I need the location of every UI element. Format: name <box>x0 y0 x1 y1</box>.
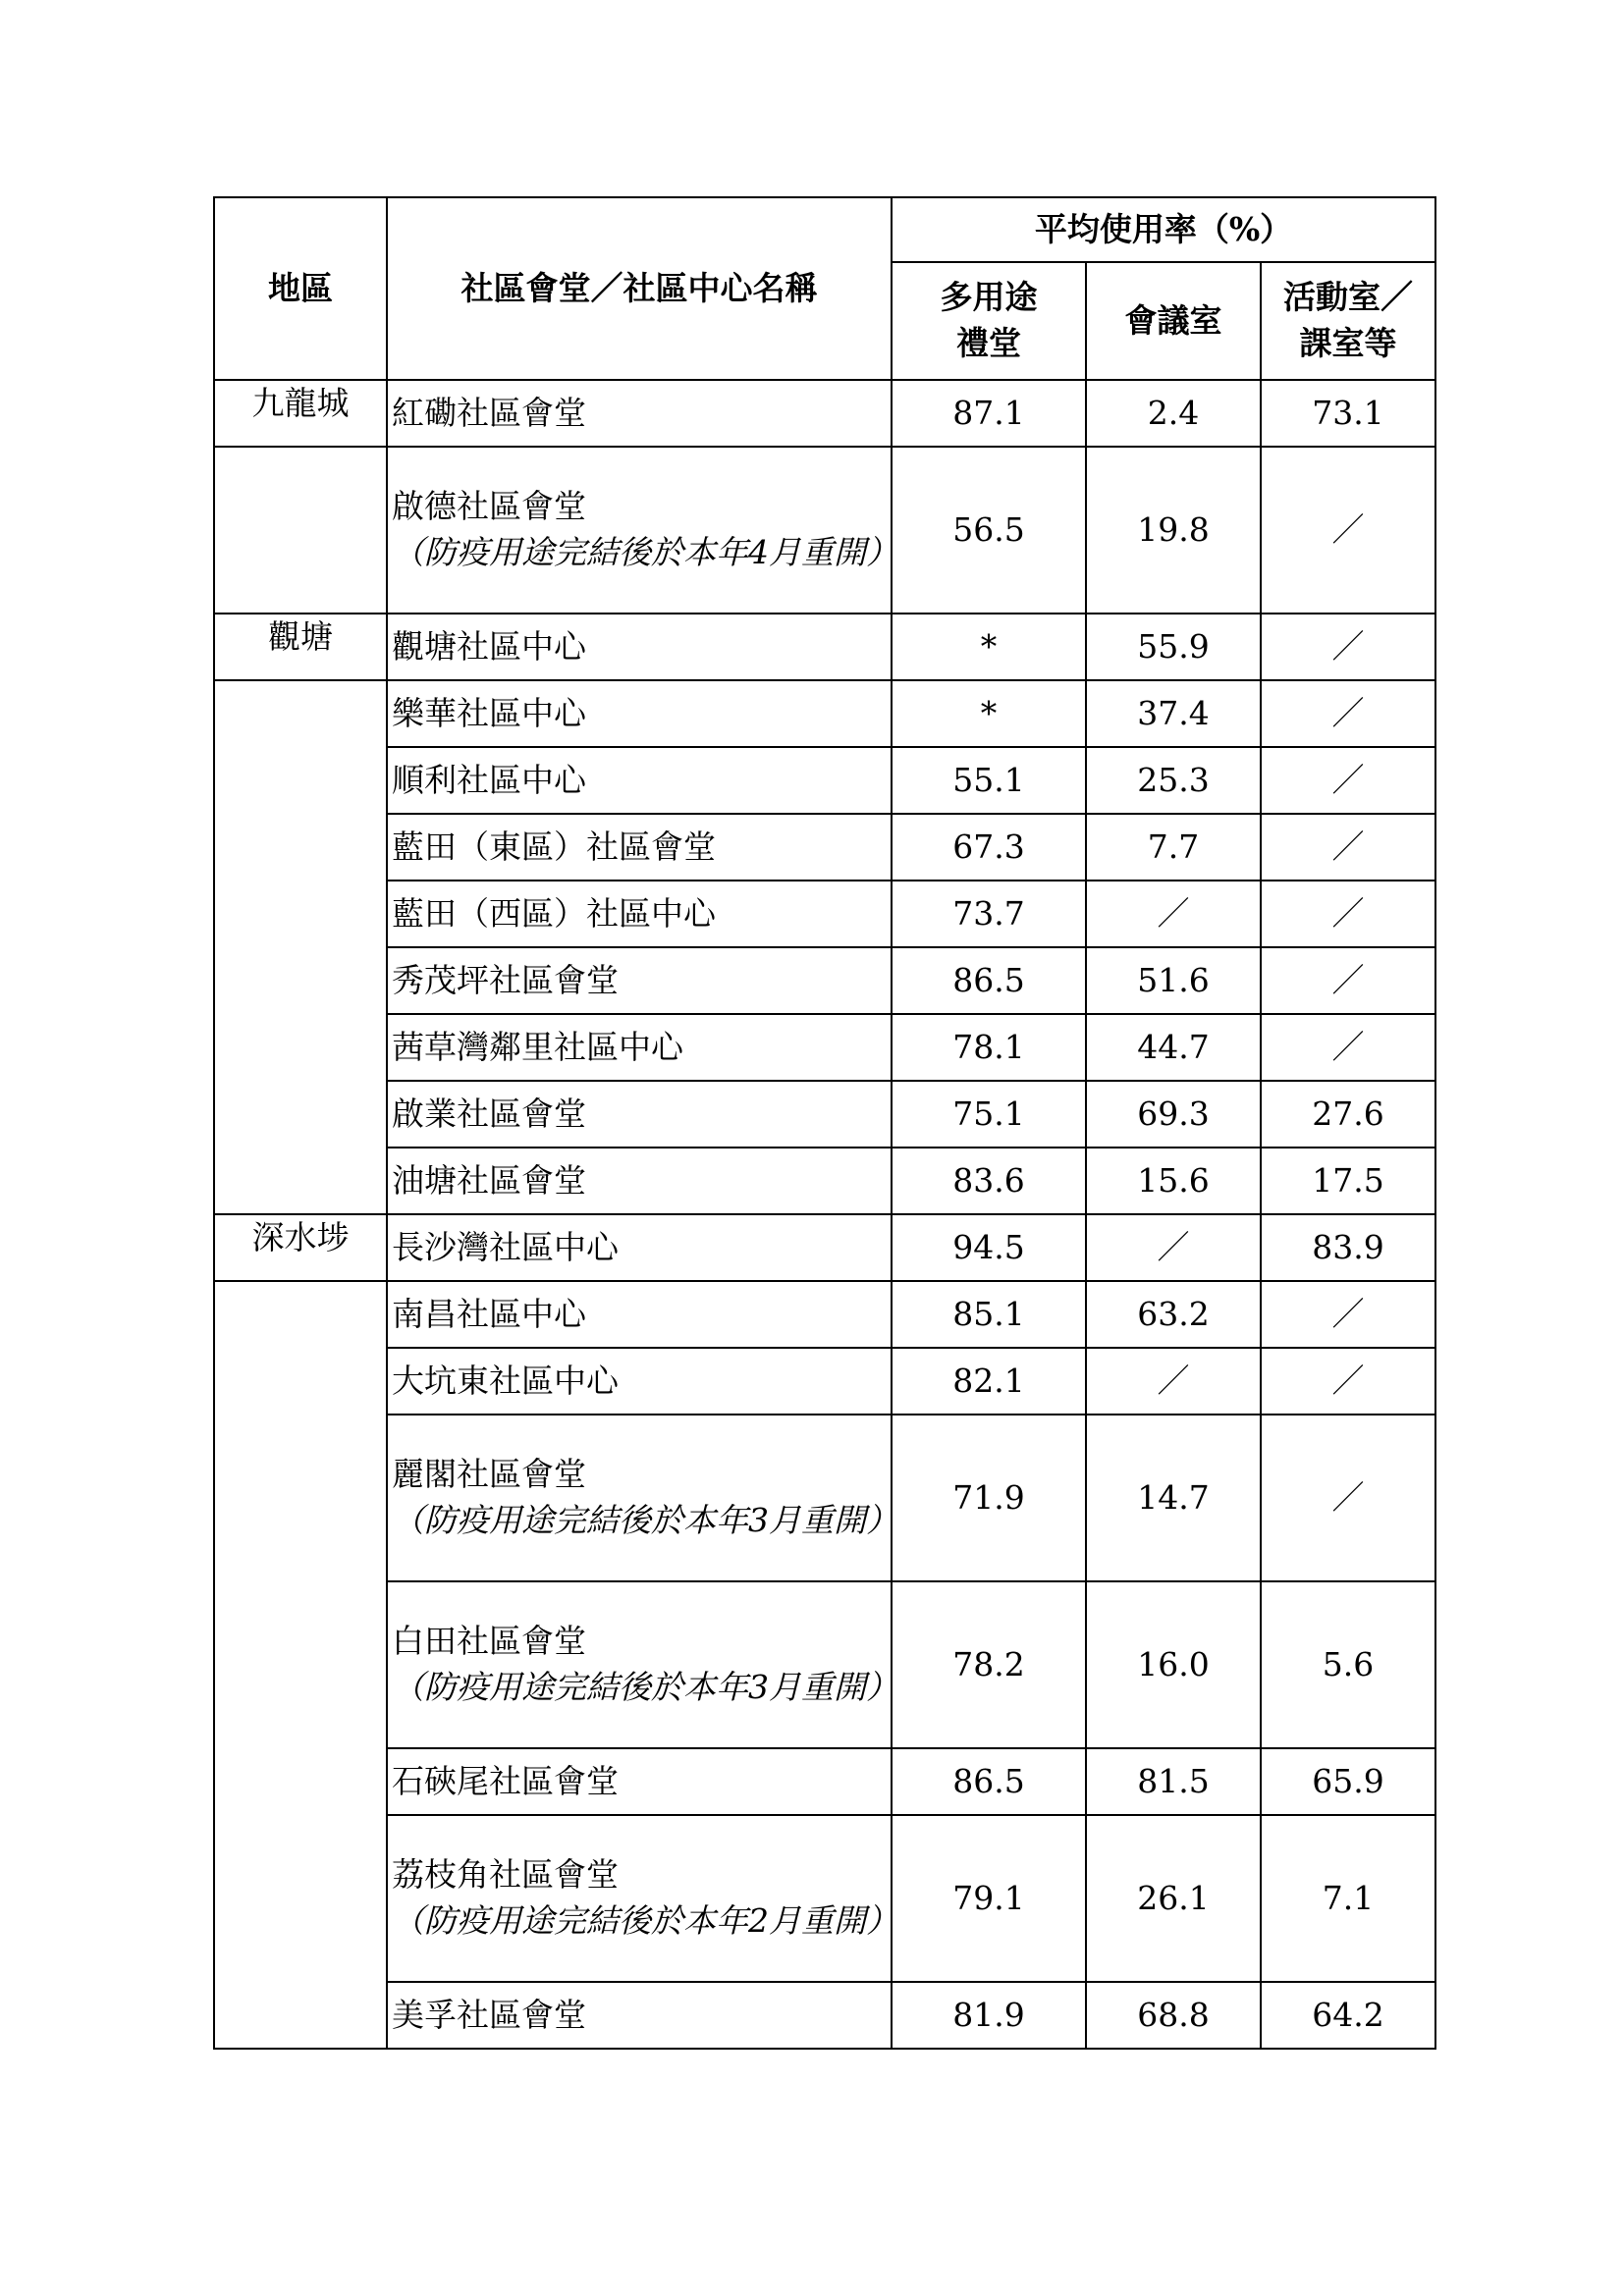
activity-room-rate: 27.6 <box>1261 1081 1435 1148</box>
venue-name-cell <box>387 1415 898 1581</box>
header-venue-name: 社區會堂／社區中心名稱 <box>387 197 892 380</box>
multipurpose-hall-rate: 73.7 <box>892 881 1086 947</box>
conference-room-rate: 14.7 <box>1086 1415 1261 1581</box>
district-cell <box>214 947 387 1014</box>
venue-name-cell <box>387 1214 892 1281</box>
header-district: 地區 <box>214 197 387 380</box>
venue-name: 石硤尾社區會堂 <box>392 1761 619 1800</box>
venue-name-cell <box>387 1348 892 1415</box>
conference-room-rate: 15.6 <box>1086 1148 1261 1214</box>
venue-name: 南昌社區中心 <box>392 1294 586 1333</box>
activity-room-rate: ／ <box>1261 747 1435 814</box>
multipurpose-hall-rate: 94.5 <box>892 1214 1086 1281</box>
venue-name-cell <box>387 1281 892 1348</box>
venue-name: 麗閣社區會堂 <box>392 1455 586 1494</box>
conference-room-rate: 51.6 <box>1086 947 1261 1014</box>
venue-name-cell <box>387 614 892 680</box>
conference-room-rate: 26.1 <box>1086 1815 1261 1982</box>
district-cell: 深水埗 <box>214 1214 387 1281</box>
multipurpose-hall-rate: 79.1 <box>892 1815 1086 1982</box>
venue-note: （防疫用途完結後於本年3月重開） <box>392 1501 898 1539</box>
district-cell <box>214 1148 387 1214</box>
venue-name: 紅磡社區會堂 <box>392 393 586 432</box>
conference-room-rate: ／ <box>1086 1214 1261 1281</box>
venue-name-cell <box>387 680 892 747</box>
table-header <box>214 197 1435 380</box>
venue-note: （防疫用途完結後於本年2月重開） <box>392 1901 898 1940</box>
table-row <box>214 1214 1435 1281</box>
activity-room-rate: ／ <box>1261 947 1435 1014</box>
district-cell <box>214 747 387 814</box>
multipurpose-hall-rate: 86.5 <box>892 1748 1086 1815</box>
venue-name: 白田社區會堂 <box>392 1622 586 1661</box>
district-cell <box>214 1982 387 2049</box>
venue-name: 大坑東社區中心 <box>392 1361 619 1400</box>
multipurpose-hall-rate: 55.1 <box>892 747 1086 814</box>
conference-room-rate: 81.5 <box>1086 1748 1261 1815</box>
conference-room-rate: 2.4 <box>1086 380 1261 447</box>
district-cell <box>214 1081 387 1148</box>
venue-name-cell <box>387 1748 892 1815</box>
header-activity-room <box>1261 262 1435 380</box>
venue-name: 油塘社區會堂 <box>392 1160 586 1200</box>
venue-name: 藍田（東區）社區會堂 <box>392 827 716 866</box>
activity-room-rate: 64.2 <box>1261 1982 1435 2049</box>
header-multipurpose-hall-line2: 禮堂 <box>956 324 1021 362</box>
activity-room-rate: ／ <box>1261 1415 1435 1581</box>
table-row <box>214 680 1435 747</box>
district-cell <box>214 447 387 614</box>
table-row <box>214 747 1435 814</box>
district-cell <box>214 1348 387 1415</box>
table-row <box>214 1982 1435 2049</box>
table-row <box>214 947 1435 1014</box>
venue-name-cell <box>387 1581 898 1748</box>
district-cell <box>214 1748 387 1815</box>
conference-room-rate: 37.4 <box>1086 680 1261 747</box>
district-cell <box>214 680 387 747</box>
multipurpose-hall-rate: 78.2 <box>892 1581 1086 1748</box>
district-cell <box>214 814 387 881</box>
multipurpose-hall-rate: 86.5 <box>892 947 1086 1014</box>
activity-room-rate: ／ <box>1261 680 1435 747</box>
district-cell: 九龍城 <box>214 380 387 447</box>
table-body <box>214 380 1435 2049</box>
header-multipurpose-hall-line1: 多用途 <box>940 278 1038 317</box>
activity-room-rate: ／ <box>1261 1348 1435 1415</box>
activity-room-rate: ／ <box>1261 1281 1435 1348</box>
venue-name-cell <box>387 380 892 447</box>
district-cell <box>214 1281 387 1348</box>
table-row <box>214 881 1435 947</box>
table-row <box>214 1748 1435 1815</box>
header-activity-room-line2: 課室等 <box>1299 324 1397 362</box>
multipurpose-hall-rate: 83.6 <box>892 1148 1086 1214</box>
venue-name-cell <box>387 1982 892 2049</box>
conference-room-rate: 63.2 <box>1086 1281 1261 1348</box>
venue-name-cell <box>387 881 892 947</box>
activity-room-rate: ／ <box>1261 814 1435 881</box>
activity-room-rate: 65.9 <box>1261 1748 1435 1815</box>
venue-name: 藍田（西區）社區中心 <box>392 893 716 933</box>
table-row <box>214 614 1435 680</box>
multipurpose-hall-rate: 81.9 <box>892 1982 1086 2049</box>
conference-room-rate: 69.3 <box>1086 1081 1261 1148</box>
usage-rate-table <box>213 196 1436 2050</box>
multipurpose-hall-rate: 75.1 <box>892 1081 1086 1148</box>
venue-name: 啟德社區會堂 <box>392 487 586 526</box>
district-cell <box>214 1415 387 1581</box>
multipurpose-hall-rate: 82.1 <box>892 1348 1086 1415</box>
venue-name: 秀茂坪社區會堂 <box>392 960 619 999</box>
multipurpose-hall-rate: 56.5 <box>892 447 1086 614</box>
venue-name-cell <box>387 447 898 614</box>
activity-room-rate: ／ <box>1261 1014 1435 1081</box>
multipurpose-hall-rate: * <box>892 614 1086 680</box>
activity-room-rate: ／ <box>1261 447 1435 614</box>
venue-name-cell <box>387 1081 892 1148</box>
multipurpose-hall-rate: * <box>892 680 1086 747</box>
table-row <box>214 1348 1435 1415</box>
venue-name: 長沙灣社區中心 <box>392 1227 619 1266</box>
venue-name-cell <box>387 1014 892 1081</box>
multipurpose-hall-rate: 78.1 <box>892 1014 1086 1081</box>
venue-name-cell <box>387 1148 892 1214</box>
header-multipurpose-hall <box>892 262 1086 380</box>
conference-room-rate: 16.0 <box>1086 1581 1261 1748</box>
header-activity-room-line1: 活動室／ <box>1283 278 1414 317</box>
table-row <box>214 1281 1435 1348</box>
activity-room-rate: 83.9 <box>1261 1214 1435 1281</box>
venue-name: 觀塘社區中心 <box>392 626 586 666</box>
activity-room-rate: 5.6 <box>1261 1581 1435 1748</box>
conference-room-rate: ／ <box>1086 881 1261 947</box>
multipurpose-hall-rate: 71.9 <box>892 1415 1086 1581</box>
conference-room-rate: 44.7 <box>1086 1014 1261 1081</box>
venue-note: （防疫用途完結後於本年3月重開） <box>392 1668 898 1706</box>
district-cell <box>214 1815 387 1982</box>
table-row <box>214 1014 1435 1081</box>
conference-room-rate: 7.7 <box>1086 814 1261 881</box>
multipurpose-hall-rate: 87.1 <box>892 380 1086 447</box>
district-cell <box>214 881 387 947</box>
conference-room-rate: 19.8 <box>1086 447 1261 614</box>
venue-note: （防疫用途完結後於本年4月重開） <box>392 533 898 571</box>
venue-name: 啟業社區會堂 <box>392 1094 586 1133</box>
venue-name: 茜草灣鄰里社區中心 <box>392 1027 683 1066</box>
table-row <box>214 814 1435 881</box>
table-row <box>214 1415 1435 1581</box>
conference-room-rate: 55.9 <box>1086 614 1261 680</box>
table-row <box>214 447 1435 614</box>
header-conference-room: 會議室 <box>1086 262 1261 380</box>
table-row <box>214 1815 1435 1982</box>
district-cell: 觀塘 <box>214 614 387 680</box>
activity-room-rate: 73.1 <box>1261 380 1435 447</box>
activity-room-rate: 7.1 <box>1261 1815 1435 1982</box>
venue-name: 荔枝角社區會堂 <box>392 1855 619 1895</box>
table-row <box>214 1081 1435 1148</box>
activity-room-rate: ／ <box>1261 881 1435 947</box>
multipurpose-hall-rate: 67.3 <box>892 814 1086 881</box>
conference-room-rate: ／ <box>1086 1348 1261 1415</box>
venue-name-cell <box>387 747 892 814</box>
table-row <box>214 1148 1435 1214</box>
venue-name-cell <box>387 1815 898 1982</box>
venue-name: 美孚社區會堂 <box>392 1995 586 2034</box>
district-cell <box>214 1014 387 1081</box>
multipurpose-hall-rate: 85.1 <box>892 1281 1086 1348</box>
conference-room-rate: 25.3 <box>1086 747 1261 814</box>
header-average-usage: 平均使用率（%） <box>892 197 1435 262</box>
venue-name: 樂華社區中心 <box>392 693 586 732</box>
conference-room-rate: 68.8 <box>1086 1982 1261 2049</box>
table-row <box>214 1581 1435 1748</box>
district-cell <box>214 1581 387 1748</box>
venue-name-cell <box>387 814 892 881</box>
venue-name-cell <box>387 947 892 1014</box>
table-row <box>214 380 1435 447</box>
activity-room-rate: ／ <box>1261 614 1435 680</box>
activity-room-rate: 17.5 <box>1261 1148 1435 1214</box>
venue-name: 順利社區中心 <box>392 760 586 799</box>
